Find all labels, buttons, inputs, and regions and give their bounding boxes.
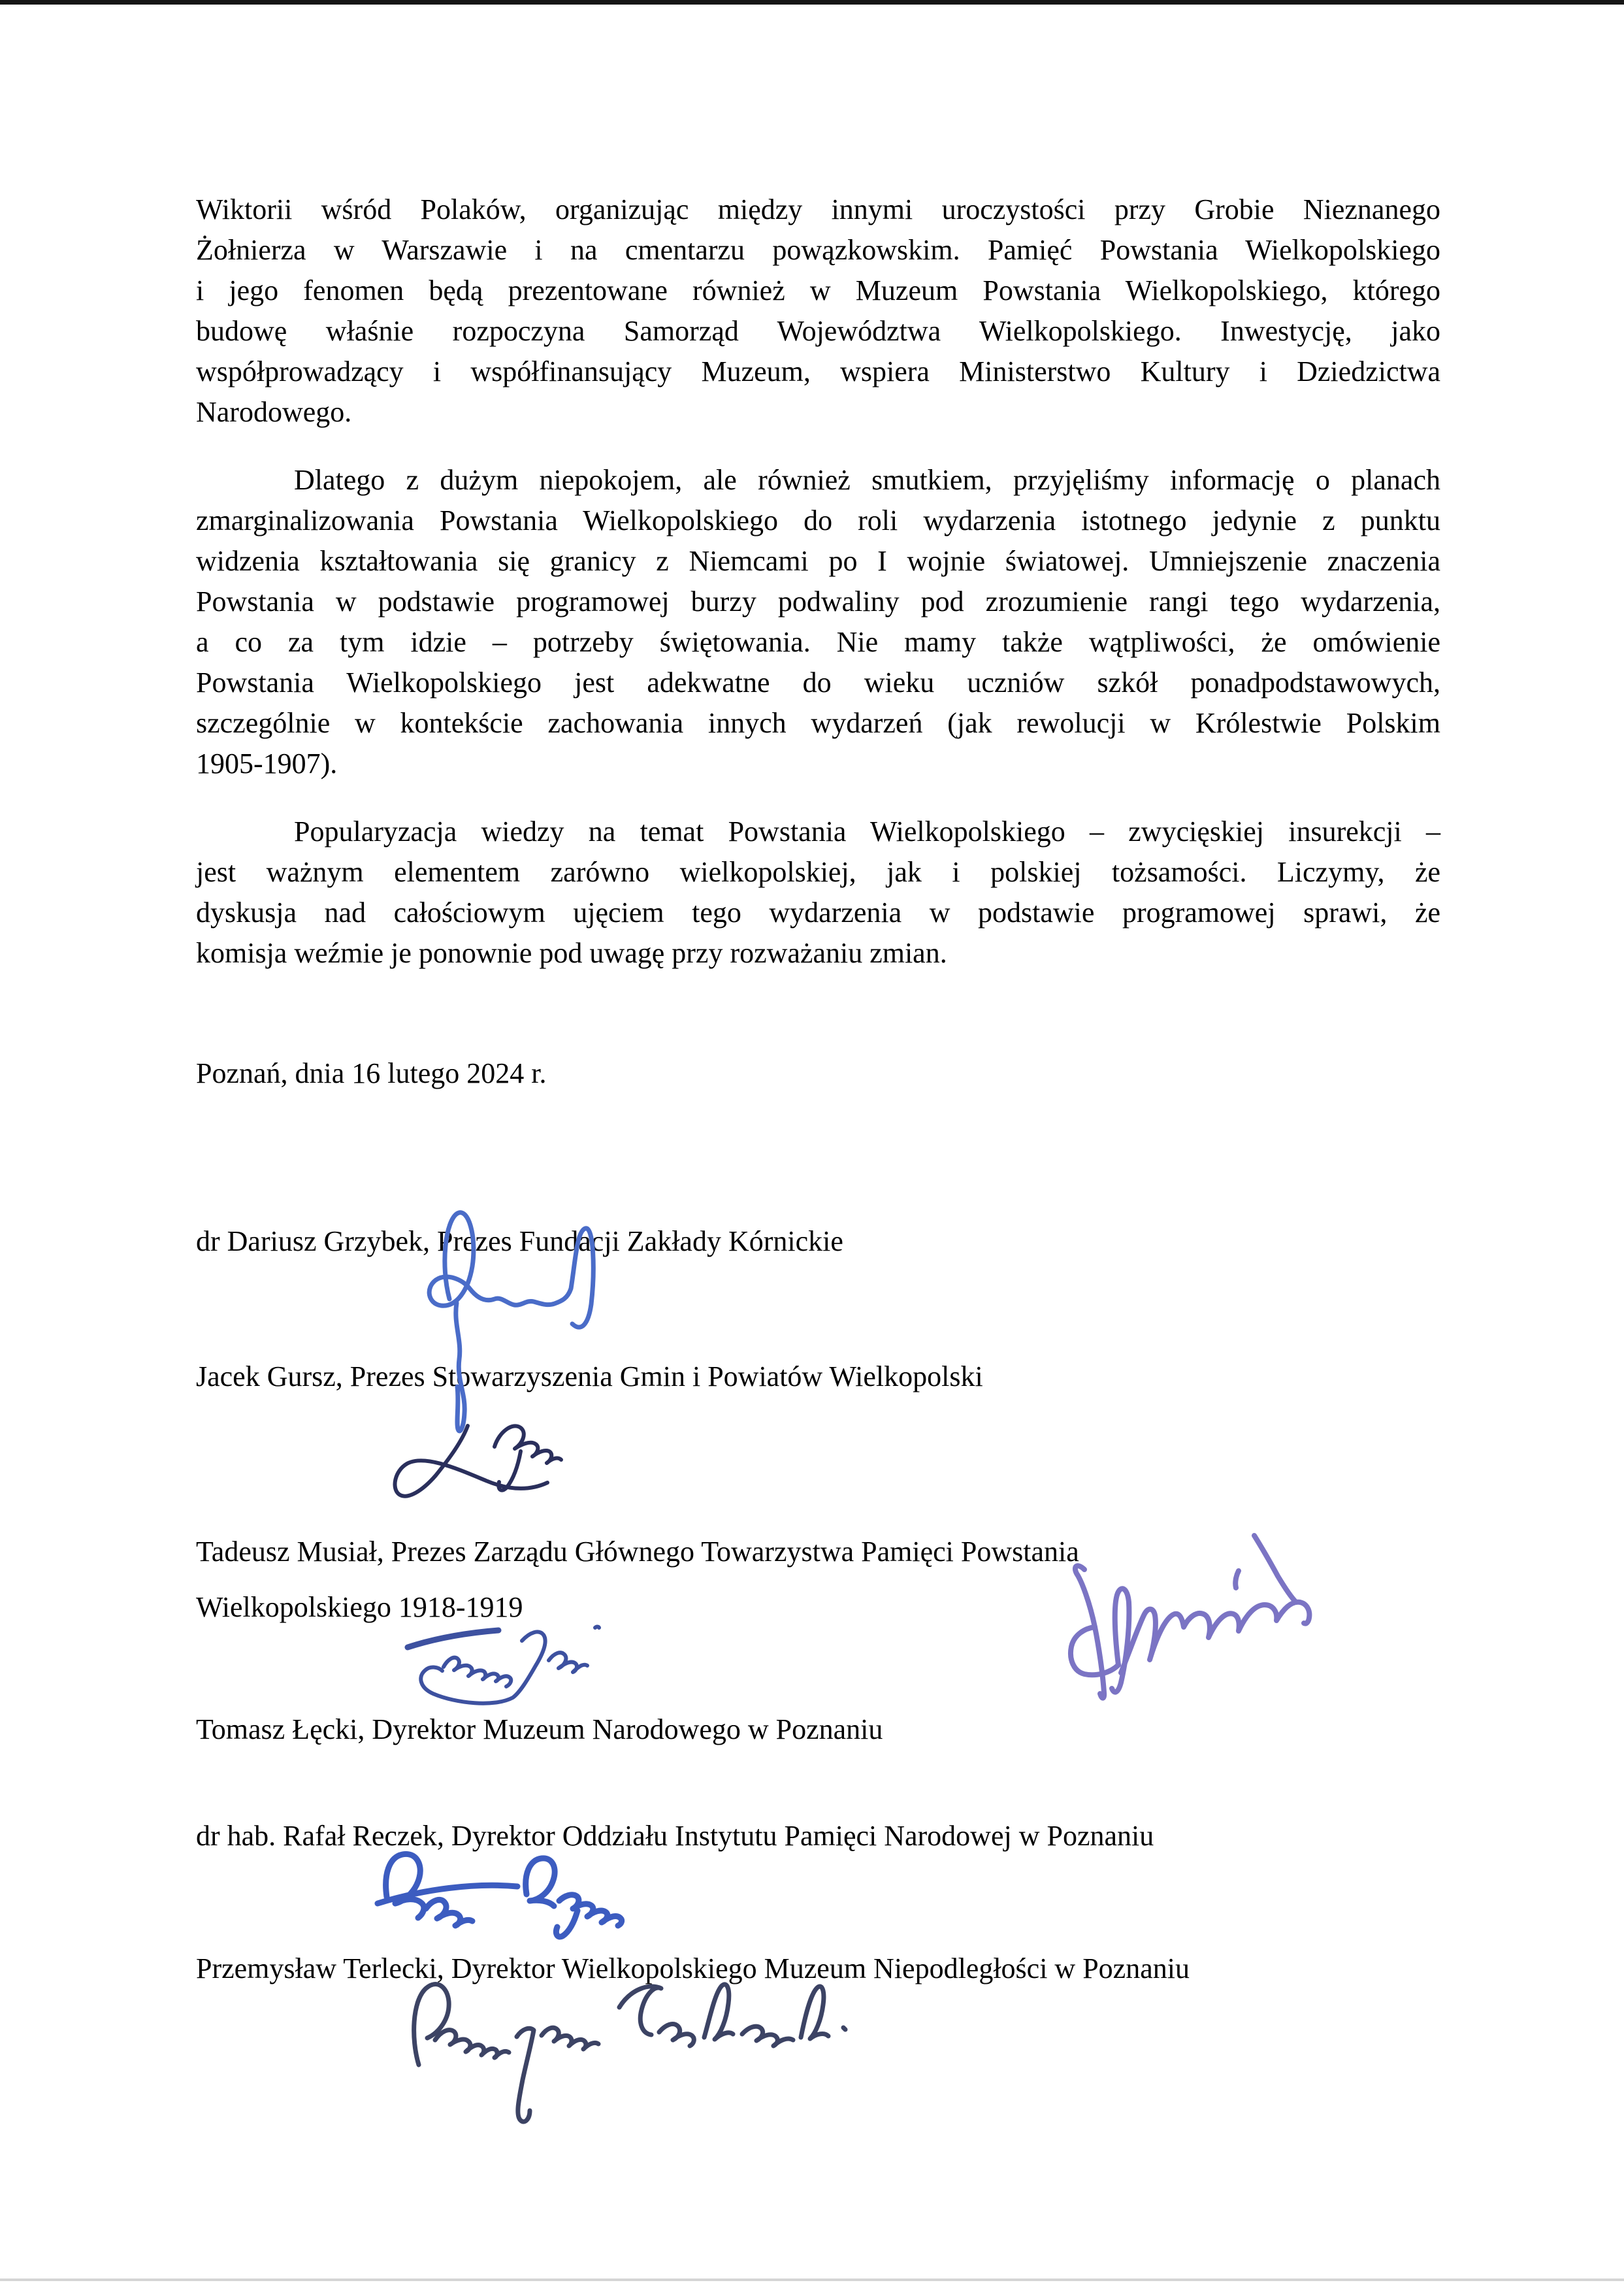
terlecki-handwritten-signature xyxy=(398,1973,856,2127)
text-line: zmarginalizowania Powstania Wielkopolskiego do roli wydarzenia istotnego jedynie z punktu xyxy=(196,504,1440,536)
signatory-line-reczek: dr hab. Rafał Reczek, Dyrektor Oddziału Instytutu Pamięci Narodowej w Poznaniu xyxy=(196,1820,1154,1852)
signatory-line-musial-2: Wielkopolskiego 1918-1919 xyxy=(196,1591,523,1623)
text-line: Wiktorii wśród Polaków, organizując między innymi uroczystości przy Grobie Nieznanego xyxy=(196,193,1440,225)
signatory-line-terlecki: Przemysław Terlecki, Dyrektor Wielkopolskiego Muzeum Niepodległości w Poznaniu xyxy=(196,1952,1190,1984)
dateline: Poznań, dnia 16 lutego 2024 r. xyxy=(196,1057,547,1089)
text-line: Powstania w podstawie programowej burzy podwaliny pod zrozumienie rangi tego wydarzenia, xyxy=(196,585,1440,617)
text-line: szczególnie w kontekście zachowania innych wydarzeń (jak rewolucji w Królestwie Polskim xyxy=(196,707,1440,739)
text-line: dyskusja nad całościowym ujęciem tego wydarzenia w podstawie programowej sprawi, że xyxy=(196,897,1440,929)
text-line: budowę właśnie rozpoczyna Samorząd Województwa Wielkopolskiego. Inwestycję, jako xyxy=(196,315,1440,347)
text-line: 1905-1907). xyxy=(196,748,338,780)
text-line: Dlatego z dużym niepokojem, ale również smutkiem, przyjęliśmy informację o planach xyxy=(294,464,1440,496)
scan-edge-artifact-bottom xyxy=(0,2279,1624,2281)
paragraph-2 xyxy=(196,460,1440,784)
signatory-line-grzybek: dr Dariusz Grzybek, Prezes Fundacji Zakłady Kórnickie xyxy=(196,1225,843,1257)
text-line: jest ważnym elementem zarówno wielkopolskiej, jak i polskiej tożsamości. Liczymy, że xyxy=(196,856,1440,888)
gursz-handwritten-signature xyxy=(382,1411,572,1509)
signatory-line-musial-1: Tadeusz Musiał, Prezes Zarządu Głównego Towarzystwa Pamięci Powstania xyxy=(196,1536,1079,1568)
lecki-handwritten-signature xyxy=(398,1621,604,1719)
signatory-line-lecki: Tomasz Łęcki, Dyrektor Muzeum Narodowego w Poznaniu xyxy=(196,1713,883,1745)
text-line: komisja weźmie je ponownie pod uwagę przy rozważaniu zmian. xyxy=(196,937,947,969)
text-line: widzenia kształtowania się granicy z Niemcami po I wojnie światowej. Umniejszenie znaczenia xyxy=(196,545,1440,577)
paragraph-1 xyxy=(196,189,1440,433)
paragraph-3 xyxy=(196,812,1440,974)
text-line: a co za tym idzie – potrzeby świętowania. Nie mamy także wątpliwości, że omówienie xyxy=(196,626,1440,658)
signatory-line-gursz: Jacek Gursz, Prezes Stowarzyszenia Gmin i Powiatów Wielkopolski xyxy=(196,1360,983,1392)
scan-edge-artifact-top xyxy=(0,0,1624,5)
text-line: Żołnierza w Warszawie i na cmentarzu powązkowskim. Pamięć Powstania Wielkopolskiego xyxy=(196,234,1440,266)
text-line: i jego fenomen będą prezentowane również w Muzeum Powstania Wielkopolskiego, którego xyxy=(196,274,1440,306)
text-line: Popularyzacja wiedzy na temat Powstania Wielkopolskiego – zwycięskiej insurekcji – xyxy=(294,815,1440,847)
text-line: Narodowego. xyxy=(196,396,352,428)
musial-handwritten-signature xyxy=(1062,1526,1323,1705)
text-line: Powstania Wielkopolskiego jest adekwatne do wieku uczniów szkół ponadpodstawowych, xyxy=(196,666,1440,699)
text-line: współprowadzący i współfinansujący Muzeum, wspiera Ministerstwo Kultury i Dziedzictwa xyxy=(196,355,1440,387)
letter-body xyxy=(196,189,1440,974)
